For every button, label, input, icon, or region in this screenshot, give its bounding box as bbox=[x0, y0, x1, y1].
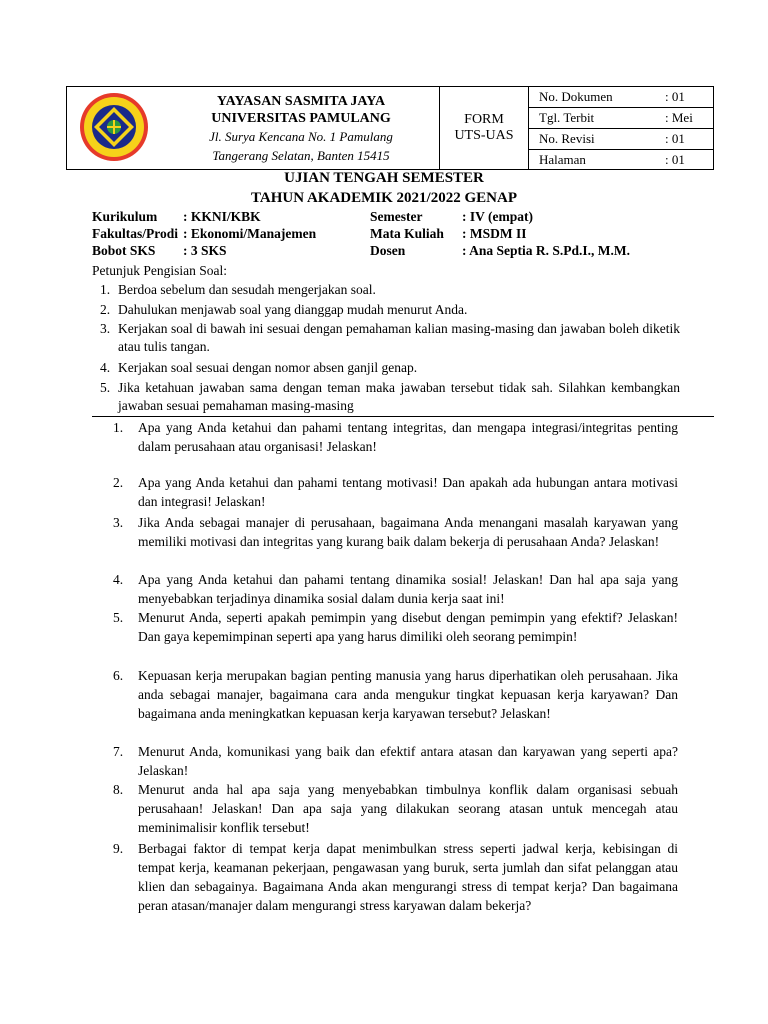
info-value: : 3 SKS bbox=[183, 243, 227, 258]
instruction-item bbox=[100, 320, 680, 356]
exam-title: UJIAN TENGAH SEMESTER bbox=[284, 170, 484, 186]
institution-block bbox=[163, 87, 439, 169]
question-number: 5. bbox=[113, 610, 124, 625]
question-number: 1. bbox=[113, 420, 124, 435]
document-meta bbox=[529, 87, 714, 169]
instruction-text: Berdoa sebelum dan sesudah mengerjakan soal. bbox=[118, 282, 376, 297]
meta-row bbox=[529, 108, 714, 128]
address-line-1: Jl. Surya Kencana No. 1 Pamulang bbox=[209, 129, 393, 144]
form-code: UTS-UAS bbox=[454, 128, 514, 143]
info-label: Dosen bbox=[370, 243, 406, 258]
info-label: Fakultas/Prodi bbox=[92, 226, 179, 241]
info-value: : MSDM II bbox=[462, 226, 527, 241]
question-number: 9. bbox=[113, 841, 124, 856]
instruction-number: 3. bbox=[100, 321, 111, 336]
university-logo bbox=[67, 87, 163, 169]
question-text: Apa yang Anda ketahui dan pahami tentang motivasi! Dan apakah ada hubungan antara motivasi dan integrasi! Jelaskan! bbox=[138, 475, 678, 509]
question-text: Apa yang Anda ketahui dan pahami tentang dinamika sosial! Jelaskan! Dan hal apa saja yang menyebabkan terjadinya dinamika sosial dalam dunia kerja saat ini! bbox=[138, 572, 678, 606]
section-divider bbox=[92, 416, 714, 417]
question-number: 8. bbox=[113, 782, 124, 797]
meta-label: Halaman bbox=[539, 152, 586, 167]
instructions-heading: Petunjuk Pengisian Soal: bbox=[92, 263, 227, 278]
meta-value: : Mei bbox=[665, 110, 693, 125]
university-seal-icon bbox=[67, 87, 163, 169]
question-text: Apa yang Anda ketahui dan pahami tentang integritas, dan mengapa integrasi/integritas penting dalam perusahaan atau organisasi! Jelaskan! bbox=[138, 420, 678, 454]
question-number: 7. bbox=[113, 744, 124, 759]
instruction-number: 1. bbox=[100, 282, 111, 297]
question-text: Menurut anda hal apa saja yang menyebabkan timbulnya konflik dalam organisasi sebuah perusahaan! Jelaskan! Dan apa saja yang dilakukan seorang atasan untuk mencegah atau meminimalisir konflik tersebut! bbox=[138, 782, 678, 835]
form-label: FORM bbox=[464, 112, 504, 127]
meta-row bbox=[529, 150, 714, 170]
info-value: : Ana Septia R. S.Pd.I., M.M. bbox=[462, 243, 631, 258]
question-text: Menurut Anda, komunikasi yang baik dan efektif antara atasan dan karyawan yang seperti apa? Jelaskan! bbox=[138, 744, 678, 778]
question-number: 3. bbox=[113, 515, 124, 530]
info-label: Bobot SKS bbox=[92, 243, 156, 258]
question-number: 4. bbox=[113, 572, 124, 587]
address-line-2: Tangerang Selatan, Banten 15415 bbox=[212, 148, 390, 163]
instruction-item bbox=[100, 379, 680, 415]
question-text: Berbagai faktor di tempat kerja dapat menimbulkan stress seperti jadwal kerja, kebisingan di tempat kerja, keamanan pekerjaan, pengawasan yang buruk, serta jumlah dan sifat pelanggan atau klien dan sebagainya. Bagaimana Anda akan mengurangi stress di tempat kerja? Dan bagaimana peran atasan/manajer dalam mengurangi stress karyawan dalam bekerja? bbox=[138, 841, 678, 913]
instruction-text: Jika ketahuan jawaban sama dengan teman maka jawaban tersebut tidak sah. Silahkan kembangkan jawaban sesuai pemahaman masing-masing bbox=[118, 380, 680, 413]
info-label: Mata Kuliah bbox=[370, 226, 444, 241]
instruction-number: 2. bbox=[100, 302, 111, 317]
instruction-text: Dahulukan menjawab soal yang dianggap mudah menurut Anda. bbox=[118, 302, 468, 317]
question-number: 6. bbox=[113, 668, 124, 683]
foundation-name: YAYASAN SASMITA JAYA bbox=[216, 94, 386, 109]
instruction-text: Kerjakan soal di bawah ini sesuai dengan pemahaman kalian masing-masing dan jawaban boleh diketik atau tulis tangan. bbox=[118, 321, 680, 354]
meta-label: No. Revisi bbox=[539, 131, 595, 146]
document-header bbox=[66, 86, 714, 170]
info-value: : IV (empat) bbox=[462, 209, 533, 224]
instruction-text: Kerjakan soal sesuai dengan nomor absen ganjil genap. bbox=[118, 360, 418, 375]
instruction-item bbox=[100, 359, 680, 377]
meta-value: : 01 bbox=[665, 131, 685, 146]
instruction-number: 5. bbox=[100, 380, 111, 395]
instruction-number: 4. bbox=[100, 360, 111, 375]
meta-row bbox=[529, 129, 714, 149]
form-type bbox=[439, 87, 529, 169]
info-value: : Ekonomi/Manajemen bbox=[183, 226, 317, 241]
question-text: Jika Anda sebagai manajer di perusahaan, bagaimana Anda menangani masalah karyawan yang memiliki motivasi dan integritas yang kurang baik dalam bekerja di perusahaan Anda? Jelaskan! bbox=[138, 515, 678, 549]
meta-value: : 01 bbox=[665, 89, 685, 104]
academic-year: TAHUN AKADEMIK 2021/2022 GENAP bbox=[251, 190, 517, 206]
meta-value: : 01 bbox=[665, 152, 685, 167]
question-text: Menurut Anda, seperti apakah pemimpin yang disebut dengan pemimpin yang efektif? Jelaskan! Dan gaya kepemimpinan seperti apa yang harus dimiliki oleh seorang pemimpin! bbox=[138, 610, 678, 644]
instruction-item bbox=[100, 301, 680, 319]
info-label: Kurikulum bbox=[92, 209, 158, 224]
info-label: Semester bbox=[370, 209, 423, 224]
info-value: : KKNI/KBK bbox=[183, 209, 261, 224]
meta-row bbox=[529, 87, 714, 107]
university-name: UNIVERSITAS PAMULANG bbox=[211, 111, 391, 126]
question-number: 2. bbox=[113, 475, 124, 490]
question-text: Kepuasan kerja merupakan bagian penting manusia yang harus diperhatikan oleh perusahaan. Jika anda sebagai manajer, bagaimana cara anda mengukur tingkat kepuasan kerja karyawan? Dan bagaimana anda meningkatkan kepuasan kerja karyawan tersebut? Jelaskan! bbox=[138, 668, 678, 721]
meta-label: Tgl. Terbit bbox=[539, 110, 595, 125]
meta-label: No. Dokumen bbox=[539, 89, 613, 104]
instruction-item bbox=[100, 281, 680, 299]
